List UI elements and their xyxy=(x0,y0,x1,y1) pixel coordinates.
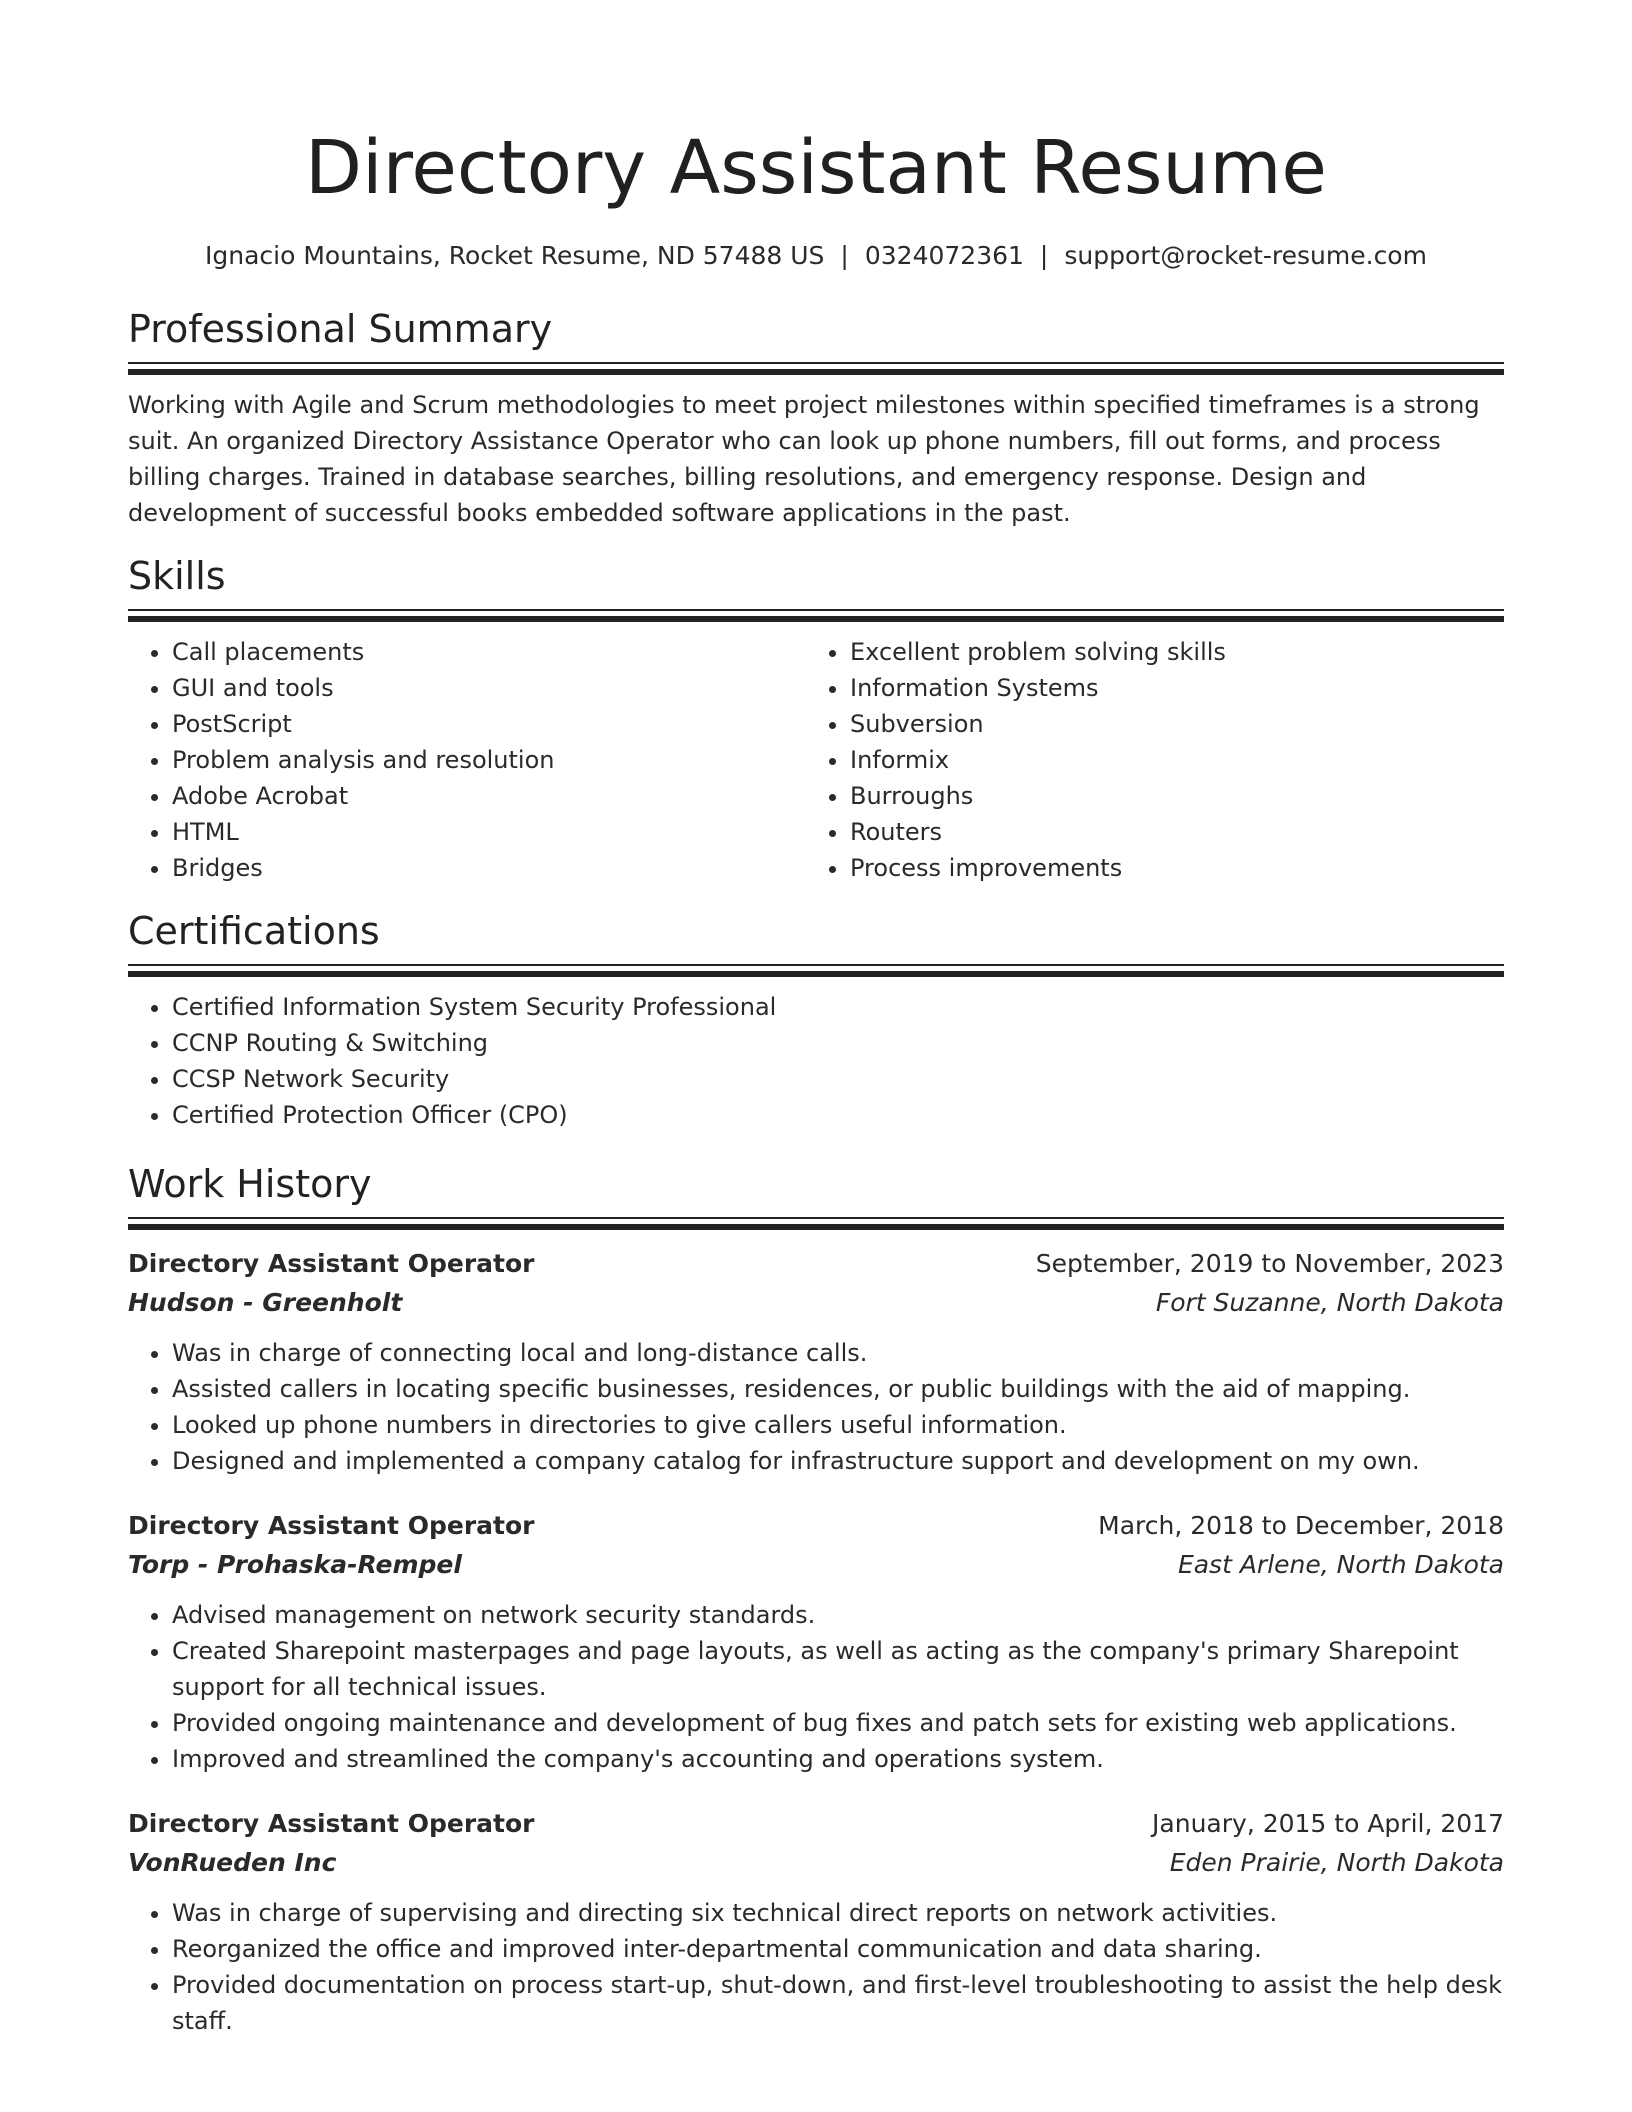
job-title: Directory Assistant Operator xyxy=(128,1809,535,1838)
resume-page xyxy=(128,0,1504,2039)
contact-separator: | xyxy=(1039,241,1049,270)
job-bullet: • Reorganized the office and improved inter-departmental communication and data sharing. xyxy=(172,1931,1504,1967)
job-entry xyxy=(128,1245,1504,1479)
skill-item: • PostScript xyxy=(172,706,806,742)
job-bullet: • Improved and streamlined the company's accounting and operations system. xyxy=(172,1741,1504,1777)
contact-separator: | xyxy=(840,241,849,270)
job-bullet: • Provided documentation on process start-up, shut-down, and first-level troubleshooting to assist the help desk staff. xyxy=(172,1967,1504,2039)
skills-section xyxy=(128,552,1504,886)
job-title: Directory Assistant Operator xyxy=(128,1249,535,1278)
summary-section xyxy=(128,305,1504,531)
contact-address: Ignacio Mountains, Rocket Resume, ND 57488 US xyxy=(205,241,825,270)
section-divider xyxy=(128,609,1504,625)
job-header-row xyxy=(128,1507,1504,1545)
skill-item: • Information Systems xyxy=(850,670,1484,706)
skill-item: • HTML xyxy=(172,814,806,850)
job-bullet: • Advised management on network security standards. xyxy=(172,1597,1504,1633)
skill-item: • Problem analysis and resolution xyxy=(172,742,806,778)
certification-item: • Certified Information System Security Professional xyxy=(172,989,1504,1025)
resume-title: Directory Assistant Resume xyxy=(305,125,1327,211)
skill-item: • Adobe Acrobat xyxy=(172,778,806,814)
certification-item: • CCSP Network Security xyxy=(172,1061,1504,1097)
job-title: Directory Assistant Operator xyxy=(128,1511,535,1540)
section-heading: Skills xyxy=(128,554,226,598)
job-location: East Arlene, North Dakota xyxy=(1177,1550,1504,1579)
section-heading: Work History xyxy=(128,1162,372,1206)
job-company: VonRueden Inc xyxy=(128,1848,337,1877)
contact-line xyxy=(128,240,1504,272)
job-company-row xyxy=(128,1283,1504,1323)
skill-item: • Burroughs xyxy=(850,778,1484,814)
job-header-row xyxy=(128,1805,1504,1843)
contact-phone: 0324072361 xyxy=(864,241,1024,270)
skill-item: • GUI and tools xyxy=(172,670,806,706)
job-bullet: • Was in charge of supervising and directing six technical direct reports on network activities. xyxy=(172,1895,1504,1931)
contact-email[interactable]: support@rocket-resume.com xyxy=(1064,241,1427,270)
job-company-row xyxy=(128,1545,1504,1585)
job-bullet: • Looked up phone numbers in directories to give callers useful information. xyxy=(172,1407,1504,1443)
certification-item: • CCNP Routing & Switching xyxy=(172,1025,1504,1061)
section-heading: Professional Summary xyxy=(128,307,553,351)
skill-item: • Bridges xyxy=(172,850,806,886)
skill-item: • Routers xyxy=(850,814,1484,850)
job-dates: January, 2015 to April, 2017 xyxy=(1152,1809,1504,1838)
skill-item: • Process improvements xyxy=(850,850,1484,886)
section-divider xyxy=(128,1217,1504,1233)
job-entry xyxy=(128,1805,1504,2039)
summary-text: Working with Agile and Scrum methodologies to meet project milestones within specified timeframes is a strong suit. An organized Directory Assistance Operator who can look up phone numbers, fill out forms, and process billing charges. Trained in database searches, billing resolutions, and emergency response. Design and development of successful books embedded software applications in the past. xyxy=(128,391,1480,527)
job-company-row xyxy=(128,1843,1504,1883)
job-dates: March, 2018 to December, 2018 xyxy=(1098,1511,1504,1540)
skill-item: • Informix xyxy=(850,742,1484,778)
job-bullet: • Was in charge of connecting local and long-distance calls. xyxy=(172,1335,1504,1371)
skills-column-right xyxy=(806,634,1484,886)
skills-column-left xyxy=(128,634,806,886)
job-bullet: • Created Sharepoint masterpages and page layouts, as well as acting as the company's primary Sharepoint support for all technical issues. xyxy=(172,1633,1504,1705)
section-heading: Certifications xyxy=(128,909,380,953)
work-history-section xyxy=(128,1160,1504,2039)
certifications-section xyxy=(128,907,1504,1133)
certification-item: • Certified Protection Officer (CPO) xyxy=(172,1097,1504,1133)
skill-item: • Call placements xyxy=(172,634,806,670)
job-location: Fort Suzanne, North Dakota xyxy=(1155,1288,1504,1317)
section-divider xyxy=(128,362,1504,378)
section-divider xyxy=(128,964,1504,980)
job-entry xyxy=(128,1507,1504,1777)
skill-item: • Excellent problem solving skills xyxy=(850,634,1484,670)
job-bullet: • Assisted callers in locating specific businesses, residences, or public buildings with the aid of mapping. xyxy=(172,1371,1504,1407)
job-bullet: • Provided ongoing maintenance and development of bug fixes and patch sets for existing web applications. xyxy=(172,1705,1504,1741)
skill-item: • Subversion xyxy=(850,706,1484,742)
job-header-row xyxy=(128,1245,1504,1283)
skills-columns xyxy=(128,634,1504,886)
job-bullet: • Designed and implemented a company catalog for infrastructure support and development on my own. xyxy=(172,1443,1504,1479)
job-company: Hudson - Greenholt xyxy=(128,1288,403,1317)
job-location: Eden Prairie, North Dakota xyxy=(1169,1848,1504,1877)
job-dates: September, 2019 to November, 2023 xyxy=(1035,1249,1504,1278)
job-company: Torp - Prohaska-Rempel xyxy=(128,1550,462,1579)
